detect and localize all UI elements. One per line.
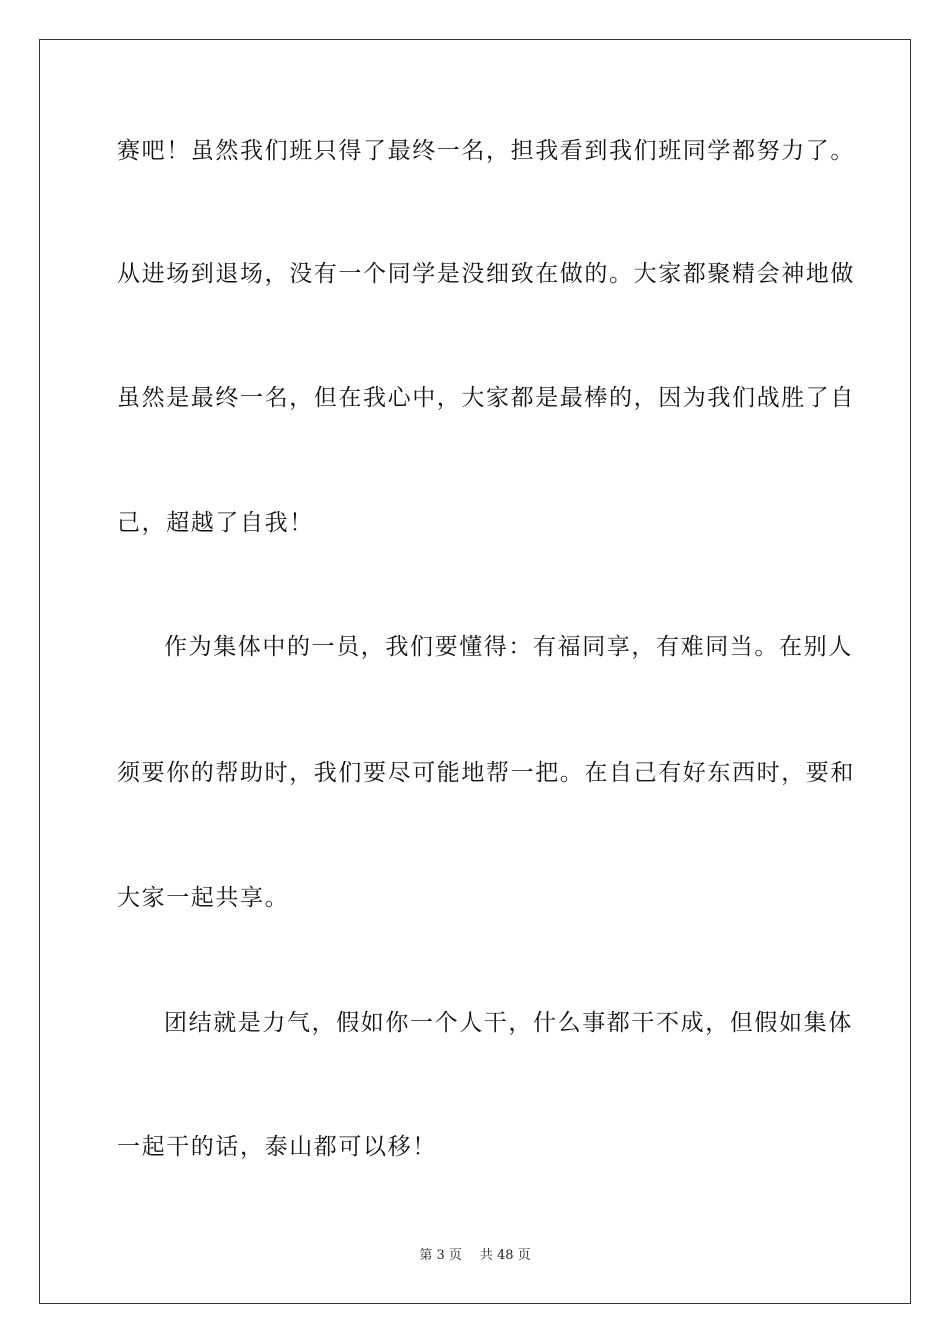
- body-text-line-4: 己，超越了自我！: [117, 510, 314, 536]
- page-total: 共 48 页: [479, 1248, 531, 1263]
- paragraph-start-line-5: 作为集体中的一员，我们要懂得：有福同享，有难同当。在别人: [164, 634, 853, 660]
- page-frame: [39, 39, 911, 1304]
- body-text-line-9: 一起干的话，泰山都可以移！: [117, 1134, 437, 1160]
- page-number: 第 3 页: [419, 1248, 462, 1263]
- paragraph-start-line-8: 团结就是力气，假如你一个人干，什么事都干不成，但假如集体: [164, 1010, 853, 1036]
- body-text-line-7: 大家一起共享。: [117, 885, 290, 911]
- page-footer: [0, 1247, 950, 1265]
- body-text-line-2: 从进场到退场，没有一个同学是没细致在做的。大家都聚精会神地做: [117, 261, 855, 287]
- body-text-line-6: 须要你的帮助时，我们要尽可能地帮一把。在自己有好东西时，要和: [117, 760, 855, 786]
- body-text-line-1: 赛吧！虽然我们班只得了最终一名，担我看到我们班同学都努力了。: [117, 138, 855, 164]
- body-text-line-3: 虽然是最终一名，但在我心中，大家都是最棒的，因为我们战胜了自: [117, 385, 855, 411]
